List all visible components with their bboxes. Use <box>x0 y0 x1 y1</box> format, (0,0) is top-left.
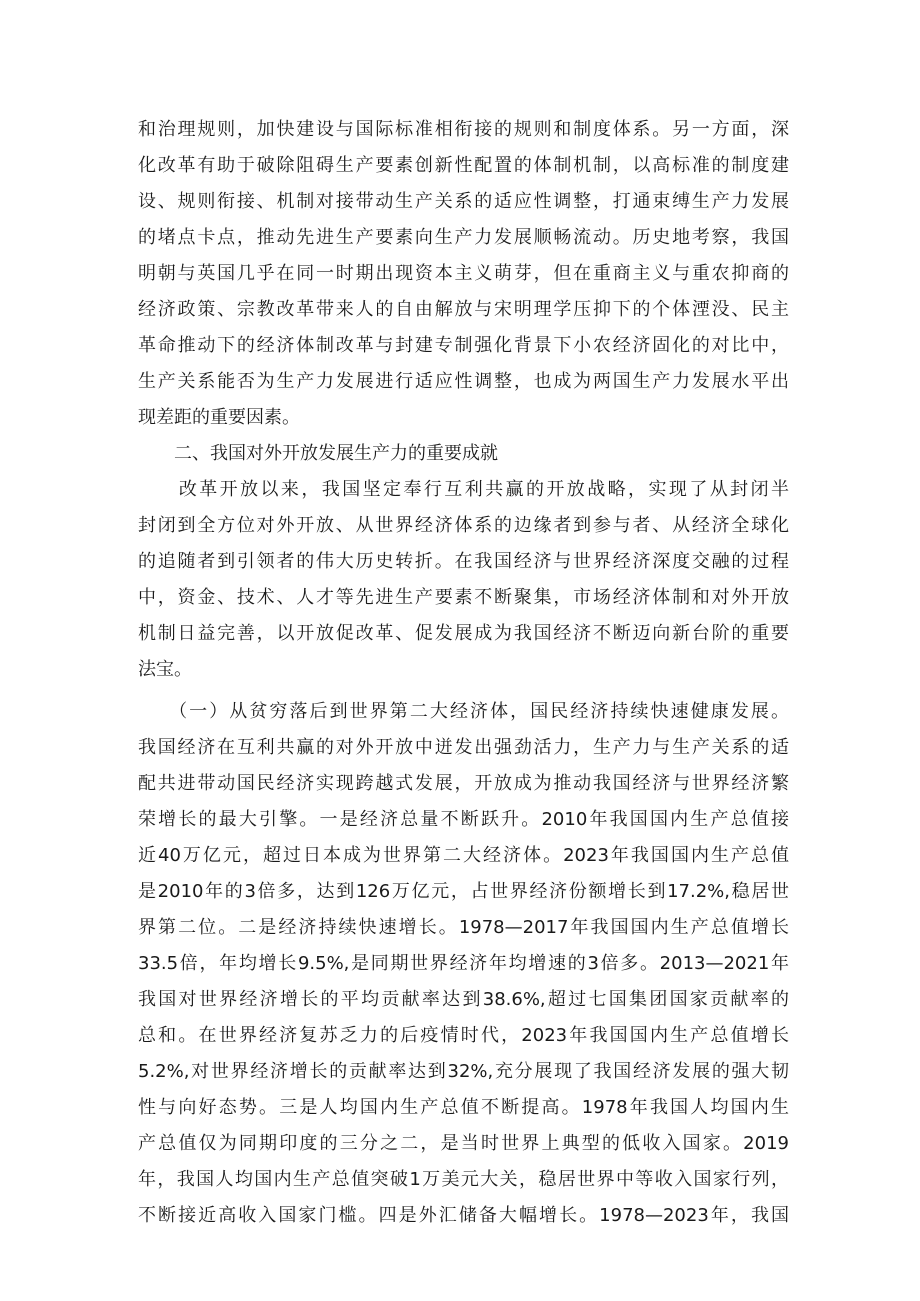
text-line: 现差距的重要因素。 <box>138 407 300 428</box>
paragraph-opening-overview <box>138 472 789 688</box>
text-line: 和治理规则，加快建设与国际标准相衔接的规则和制度体系。另一方面，深 <box>138 119 789 140</box>
text-line: 是2010年的3倍多，达到126万亿元，占世界经济份额增长到17.2%,稳居世 <box>138 881 789 902</box>
text-line: 明朝与英国几乎在同一时期出现资本主义萌芽，但在重商主义与重农抑商的 <box>138 263 789 284</box>
paragraph-economic-growth <box>138 694 789 1234</box>
text-line: 产总值仅为同期印度的三分之二，是当时世界上典型的低收入国家。2019 <box>138 1133 789 1154</box>
text-line: 界第二位。二是经济持续快速增长。1978—2017年我国国内生产总值增长 <box>138 917 789 938</box>
text-line: 的堵点卡点，推动先进生产要素向生产力发展顺畅流动。历史地考察，我国 <box>138 227 789 248</box>
text-line: 配共进带动国民经济实现跨越式发展，开放成为推动我国经济与世界经济繁 <box>138 773 789 794</box>
text-line: 5.2%,对世界经济增长的贡献率达到32%,充分展现了我国经济发展的强大韧 <box>138 1061 789 1082</box>
text-line: 革命推动下的经济体制改革与封建专制强化背景下小农经济固化的对比中， <box>138 335 789 356</box>
text-line: （一）从贫穷落后到世界第二大经济体，国民经济持续快速健康发展。 <box>138 701 789 722</box>
text-line: 经济政策、宗教改革带来人的自由解放与宋明理学压抑下的个体湮没、民主 <box>138 299 789 320</box>
paragraph-reform-rules <box>138 112 789 436</box>
text-line: 荣增长的最大引擎。一是经济总量不断跃升。2010年我国国内生产总值接 <box>138 809 789 830</box>
text-line: 封闭到全方位对外开放、从世界经济体系的边缘者到参与者、从经济全球化 <box>138 515 789 536</box>
text-line: 设、规则衔接、机制对接带动生产关系的适应性调整，打通束缚生产力发展 <box>138 191 789 212</box>
text-line: 生产关系能否为生产力发展进行适应性调整，也成为两国生产力发展水平出 <box>138 371 789 392</box>
text-line: 我国对世界经济增长的平均贡献率达到38.6%,超过七国集团国家贡献率的 <box>138 989 789 1010</box>
text-line: 机制日益完善，以开放促改革、促发展成为我国经济不断迈向新台阶的重要 <box>138 623 789 644</box>
text-line: 中，资金、技术、人才等先进生产要素不断聚集，市场经济体制和对外开放 <box>138 587 789 608</box>
text-line: 改革开放以来，我国坚定奉行互利共赢的开放战略，实现了从封闭半 <box>138 479 789 500</box>
text-line: 化改革有助于破除阻碍生产要素创新性配置的体制机制，以高标准的制度建 <box>138 155 789 176</box>
section-heading: 二、我国对外开放发展生产力的重要成就 <box>174 443 498 464</box>
text-line: 总和。在世界经济复苏乏力的后疫情时代，2023年我国国内生产总值增长 <box>138 1025 789 1046</box>
text-line: 33.5倍，年均增长9.5%,是同期世界经济年均增速的3倍多。2013—2021年 <box>138 953 789 974</box>
text-line: 年，我国人均国内生产总值突破1万美元大关，稳居世界中等收入国家行列， <box>138 1169 789 1190</box>
text-line: 不断接近高收入国家门槛。四是外汇储备大幅增长。1978—2023年，我国 <box>138 1205 789 1226</box>
text-line: 的追随者到引领者的伟大历史转折。在我国经济与世界经济深度交融的过程 <box>138 551 789 572</box>
document-body <box>138 112 789 1234</box>
text-line: 我国经济在互利共赢的对外开放中迸发出强劲活力，生产力与生产关系的适 <box>138 737 789 758</box>
text-line: 法宝。 <box>138 659 192 680</box>
text-line: 性与向好态势。三是人均国内生产总值不断提高。1978年我国人均国内生 <box>138 1097 789 1118</box>
text-line: 近40万亿元，超过日本成为世界第二大经济体。2023年我国国内生产总值 <box>138 845 789 866</box>
